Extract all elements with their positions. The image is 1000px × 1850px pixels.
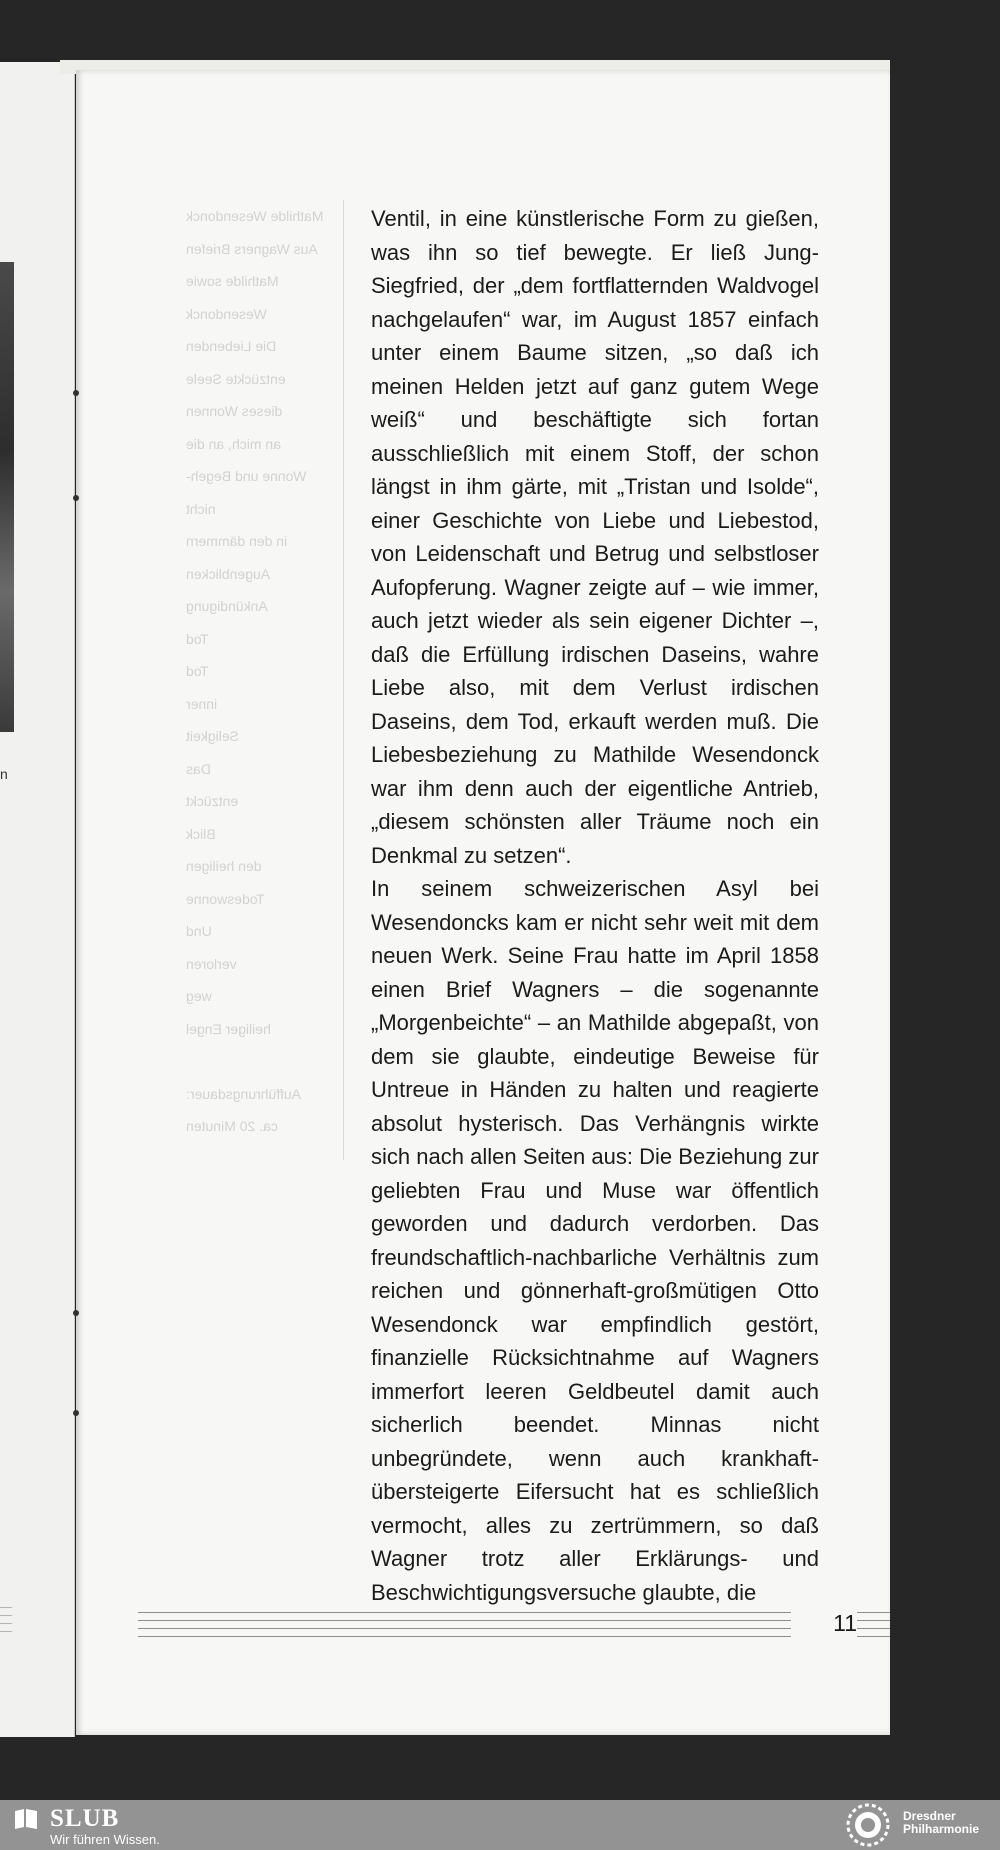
page-number: 11 <box>791 1610 857 1637</box>
footer-rule-line <box>138 1612 890 1613</box>
show-through-line: Die Liebenden <box>186 338 277 354</box>
show-through-line: weg <box>186 988 212 1004</box>
show-through-line: Wesendonck <box>186 305 267 322</box>
footer-rule-line <box>138 1636 890 1637</box>
booklet-page <box>76 70 890 1735</box>
show-through-line: Augenblicken <box>186 565 271 582</box>
binding-staple-dot <box>73 495 79 501</box>
show-through-line: ca. 20 Minuten <box>186 1118 278 1134</box>
show-through-line <box>186 1045 401 1078</box>
left-page-rule <box>0 1607 12 1608</box>
left-page-rule <box>0 1615 12 1616</box>
left-page-caption-fragment: n <box>0 766 8 782</box>
philharmonie-brand-line: Dresdner <box>903 1809 956 1823</box>
slub-brand[interactable]: SLUB <box>50 1805 120 1832</box>
show-through-text <box>186 200 401 1143</box>
show-through-line: dieses Wonnen <box>186 403 283 419</box>
show-through-line: Aus Wagners Briefen <box>186 240 318 257</box>
show-through-line: Seligkeit <box>186 728 239 744</box>
slub-slogan: Wir führen Wissen. <box>50 1832 160 1847</box>
show-through-line: Mathilde Wesendonck <box>186 208 324 224</box>
show-through-line: Tod <box>186 663 209 679</box>
show-through-line: den heiligen <box>186 858 262 874</box>
left-page <box>0 62 75 1737</box>
left-page-photo <box>0 262 14 732</box>
show-through-line: Wonne und Begeh- <box>186 468 307 484</box>
philharmonie-brand-line: Philharmonie <box>903 1822 980 1836</box>
show-through-line: nicht <box>186 500 216 517</box>
philharmonie-brand[interactable] <box>903 1810 998 1836</box>
binding-staple-dot <box>73 1410 79 1416</box>
show-through-line: Tod <box>186 630 209 647</box>
show-through-line: entzückt <box>186 793 239 809</box>
show-through-line: Mathilde sowie <box>186 273 279 289</box>
body-paragraph: Ventil, in eine künstlerische Form zu gießen, was ihn so tief bewegte. Er ließ Jung-Siegfried, der „dem fortflatternden Waldvogel nachgelaufen“ war, im August 1857 einfach unter einem Baume sitzen, „so daß ich meinen Helden jetzt auf ganz gutem Wege weiß“ und beschäftigte sich fortan ausschließlich mit einem Stoff, der schon längst in ihm gärte, mit „Tristan und Isolde“, einer Geschichte von Liebe und Liebestod, von Leidenschaft und Betrug und selbstloser Aufopferung. Wagner zeigte auf – wie immer, auch jetzt wieder als sein eigener Dichter –, daß die Erfüllung irdischen Daseins, wahre Liebe also, mit dem Verlust irdischen Daseins, dem Tod, erkauft werden muß. Die Liebesbeziehung zu Mathilde Wesendonck war ihm denn auch der eigentliche Antrieb, „diesem schönsten aller Träume noch ein Denkmal zu setzen“. <box>371 206 819 868</box>
philharmonie-logo-icon <box>843 1802 893 1848</box>
show-through-line: in den dämmern <box>186 533 288 549</box>
footer-rule-line <box>138 1628 890 1629</box>
show-through-line: an mich, an die <box>186 435 281 452</box>
show-through-line: Aufführungsdauer: <box>186 1085 301 1102</box>
show-through-line: heiliger Engel <box>186 1020 271 1037</box>
left-page-rule <box>0 1623 12 1624</box>
show-through-line: entzückte Seele <box>186 370 286 387</box>
binding-staple-dot <box>73 1310 79 1316</box>
book-icon <box>14 1809 38 1829</box>
body-paragraph: In seinem schweizerischen Asyl bei Wesendoncks kam er nicht sehr weit mit dem neuen Werk. Seine Frau hatte im April 1858 einen Brief Wagners – die sogenannte „Morgenbeichte“ – an Mathilde abgepaßt, von dem sie glaubte, eindeutige Beweise für Untreue in Händen zu halten und reagierte absolut hysterisch. Das Verhängnis wirkte sich nach allen Seiten aus: Die Beziehung zur geliebten Frau und Muse war öffentlich geworden und dadurch verdorben. Das freundschaftlich-nachbarliche Verhältnis zum reichen und gönnerhaft-großmütigen Otto Wesendonck war empfindlich gestört, finanzielle Rücksichtnahme auf Wagners immerfort leeren Geldbeutel damit auch sicherlich beendet. Minnas nicht unbegründete, wenn auch krankhaft-übersteigerte Eifersucht hat es schließlich vermocht, alles zu zertrümmern, so daß Wagner trotz aller Erklärungs- und Beschwichtigungsversuche glaubte, die <box>371 876 819 1605</box>
footer-rule-line <box>138 1620 890 1621</box>
show-through-line: Und <box>186 923 212 939</box>
footer-rules <box>138 1612 890 1642</box>
show-through-line: verloren <box>186 955 237 972</box>
binding-staple-dot <box>73 390 79 396</box>
footer-bar <box>0 1800 1000 1850</box>
show-through-line: Das <box>186 760 211 777</box>
show-through-line: Blick <box>186 825 216 842</box>
show-through-line: Ankündigung <box>186 598 268 614</box>
left-page-rule <box>0 1631 12 1632</box>
show-through-rule <box>343 200 344 1160</box>
show-through-line: Todeswonne <box>186 890 265 907</box>
article-body <box>371 202 819 1609</box>
show-through-line: inner <box>186 695 218 712</box>
